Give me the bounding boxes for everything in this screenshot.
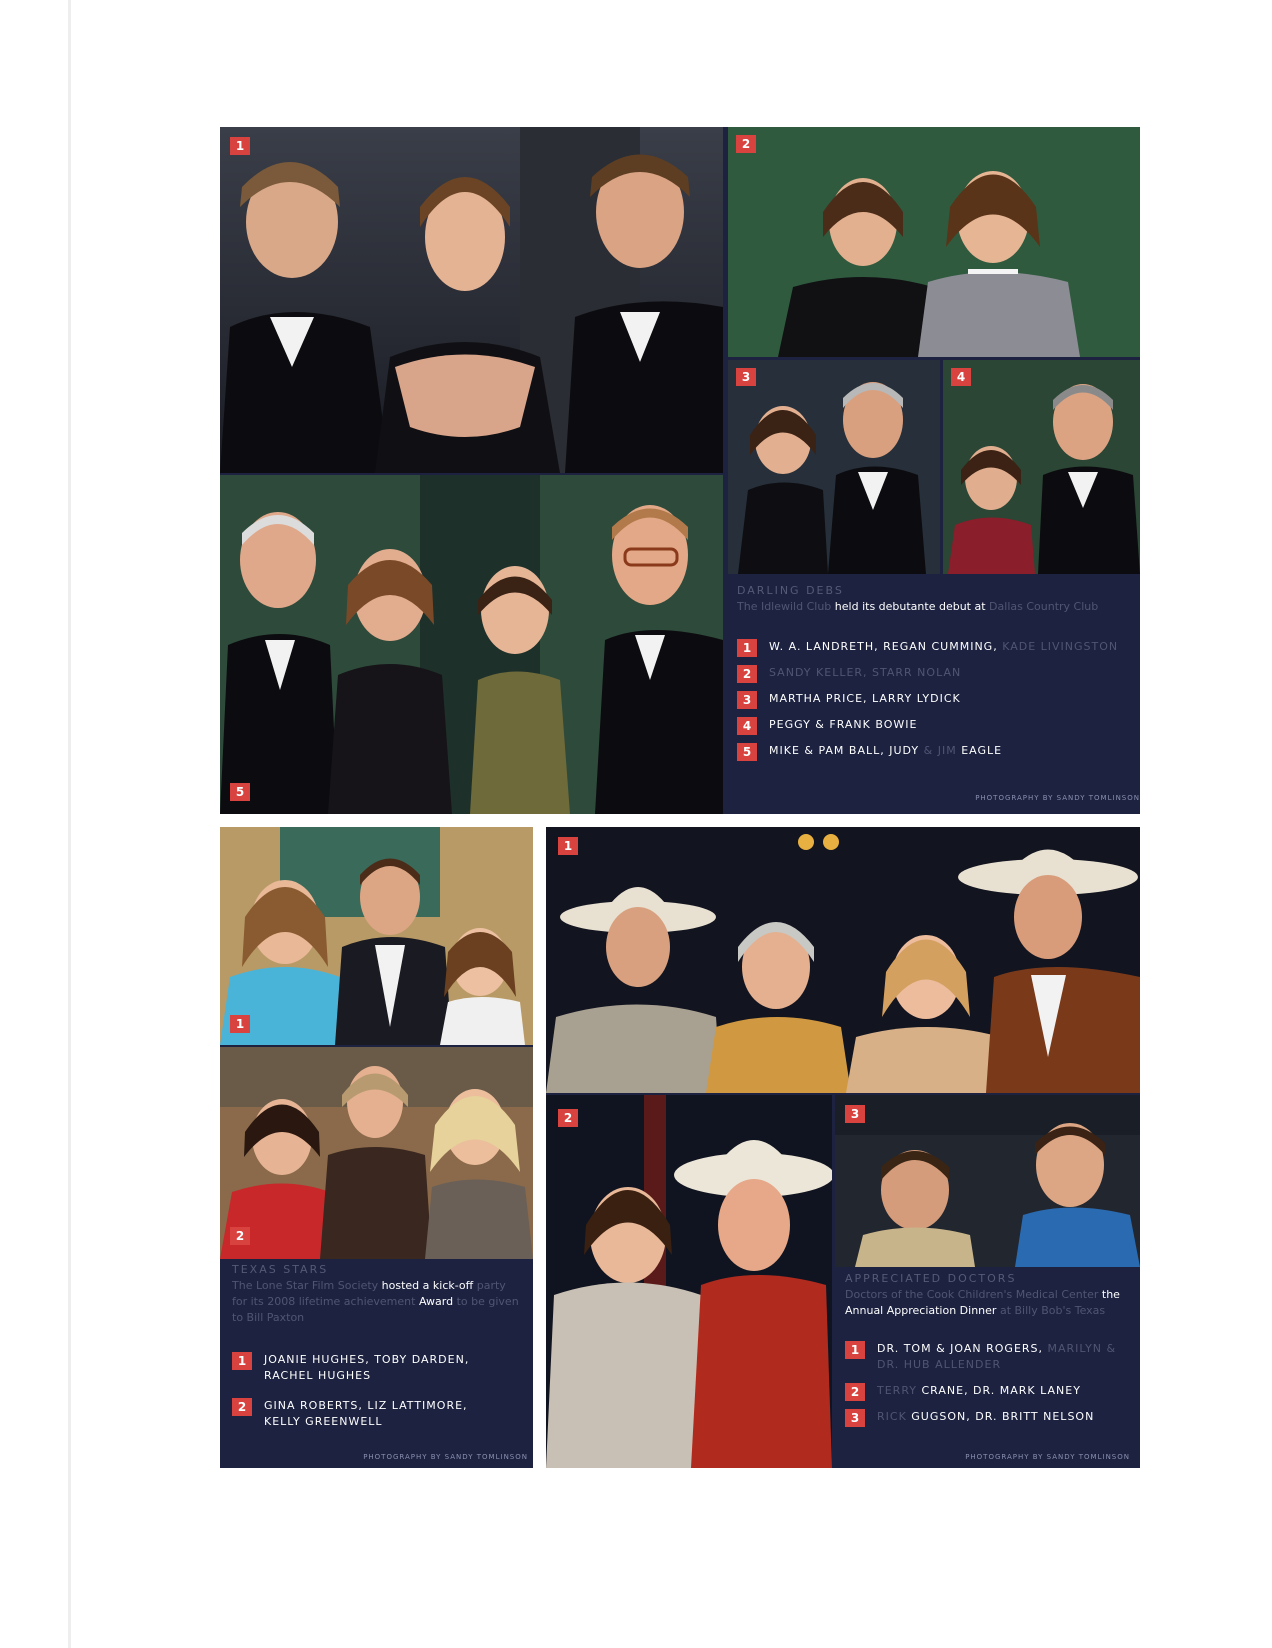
right-photo-2	[546, 1095, 832, 1468]
left-photo-1	[220, 827, 533, 1045]
caption-number-badge: 1	[232, 1352, 252, 1370]
caption-item	[737, 717, 1129, 735]
names-text: W. A. LANDRETH, REGAN CUMMING,	[769, 640, 998, 653]
caption-intro-faint: The Idlewild Club	[737, 600, 832, 613]
caption-item	[737, 743, 1129, 761]
top-photo-3	[728, 360, 940, 574]
names-text: GUGSON, DR. BRITT NELSON	[911, 1410, 1095, 1423]
caption-title: APPRECIATED DOCTORS	[845, 1272, 1017, 1285]
names-faint-text: & JIM	[923, 744, 957, 757]
caption-item	[232, 1352, 523, 1384]
photo-four-western-guests-icon	[546, 827, 1140, 1093]
caption-number-badge: 3	[737, 691, 757, 709]
photo-three-formal-guests-icon	[220, 127, 723, 473]
photo-number-badge: 1	[230, 137, 250, 155]
caption-number-badge: 5	[737, 743, 757, 761]
names-faint-text: SANDY KELLER, STARR NOLAN	[769, 666, 962, 679]
caption-intro-tail: to be given to Bill Paxton	[232, 1295, 519, 1324]
caption-number-badge: 2	[845, 1383, 865, 1401]
caption-number-badge: 3	[845, 1409, 865, 1427]
caption-number-badge: 1	[845, 1341, 865, 1359]
caption-names	[877, 1341, 1117, 1373]
top-photo-2	[728, 127, 1140, 357]
photo-couple-icon	[728, 360, 940, 574]
caption-intro-tail: Dallas Country Club	[989, 600, 1099, 613]
caption-intro	[845, 1287, 1130, 1319]
top-caption	[737, 584, 1129, 769]
right-photo-3	[835, 1095, 1140, 1267]
photo-number-badge: 1	[230, 1015, 250, 1033]
caption-item	[737, 639, 1129, 657]
right-caption	[845, 1272, 1130, 1435]
caption-list	[845, 1341, 1130, 1427]
photo-number-badge: 3	[845, 1105, 865, 1123]
caption-intro-main-2: Award	[418, 1295, 454, 1308]
caption-title: DARLING DEBS	[737, 584, 844, 597]
names-text: DR. TOM & JOAN ROGERS,	[877, 1342, 1044, 1355]
photo-credit: PHOTOGRAPHY BY SANDY TOMLINSON	[975, 794, 1140, 802]
caption-intro-main: the Annual Appreciation Dinner	[845, 1288, 1120, 1317]
left-caption	[232, 1263, 523, 1438]
caption-number-badge: 4	[737, 717, 757, 735]
photo-number-badge: 2	[558, 1109, 578, 1127]
caption-item	[737, 691, 1129, 709]
caption-names: JOANIE HUGHES, TOBY DARDEN, RACHEL HUGHES	[264, 1353, 470, 1382]
caption-names	[769, 665, 961, 681]
names-tail-text: EAGLE	[961, 744, 1003, 757]
caption-item	[845, 1383, 1130, 1401]
caption-intro-faint-2: party for its 2008 lifetime achievement	[232, 1279, 506, 1308]
photo-two-men-icon	[835, 1095, 1140, 1267]
caption-intro-tail: at Billy Bob's Texas	[999, 1304, 1106, 1317]
caption-item	[232, 1398, 523, 1430]
photo-number-badge: 2	[736, 135, 756, 153]
top-photo-4	[943, 360, 1140, 574]
photo-number-badge: 2	[230, 1227, 250, 1245]
caption-names	[769, 743, 1002, 759]
photo-family-three-icon	[220, 827, 533, 1045]
photo-couple-cowboy-hat-icon	[546, 1095, 832, 1468]
photo-three-women-icon	[220, 1047, 533, 1259]
right-photo-1	[546, 827, 1140, 1093]
caption-names	[877, 1383, 1081, 1399]
caption-number-badge: 2	[737, 665, 757, 683]
caption-number-badge: 1	[737, 639, 757, 657]
top-photo-1	[220, 127, 723, 473]
caption-list	[232, 1352, 523, 1430]
photo-couple-icon	[943, 360, 1140, 574]
names-faint-text: TERRY	[877, 1384, 917, 1397]
caption-names	[769, 639, 1118, 655]
caption-item	[845, 1341, 1130, 1373]
photo-number-badge: 4	[951, 368, 971, 386]
photo-number-badge: 5	[230, 783, 250, 801]
photo-credit: PHOTOGRAPHY BY SANDY TOMLINSON	[363, 1453, 528, 1461]
names-text: MIKE & PAM BALL, JUDY	[769, 744, 920, 757]
caption-number-badge: 2	[232, 1398, 252, 1416]
caption-names: GINA ROBERTS, LIZ LATTIMORE, KELLY GREENWELL	[264, 1399, 468, 1428]
top-photo-5	[220, 475, 723, 814]
caption-title: TEXAS STARS	[232, 1263, 329, 1276]
caption-intro	[737, 599, 1129, 615]
caption-item	[737, 665, 1129, 683]
binder-edge	[68, 0, 71, 1648]
caption-intro-faint: Doctors of the Cook Children's Medical Center	[845, 1288, 1099, 1301]
photo-four-guests-icon	[220, 475, 723, 814]
caption-item	[845, 1409, 1130, 1427]
photo-credit: PHOTOGRAPHY BY SANDY TOMLINSON	[965, 1453, 1130, 1461]
caption-list	[737, 639, 1129, 761]
names-faint-text: MARILYN & DR. HUB ALLENDER	[877, 1342, 1117, 1371]
caption-intro-faint: The Lone Star Film Society	[232, 1279, 379, 1292]
names-faint-text: RICK	[877, 1410, 907, 1423]
left-photo-2	[220, 1047, 533, 1259]
photo-number-badge: 1	[558, 837, 578, 855]
caption-intro	[232, 1278, 523, 1326]
photo-two-women-icon	[728, 127, 1140, 357]
names-text: CRANE, DR. MARK LANEY	[921, 1384, 1081, 1397]
names-faint-text: KADE LIVINGSTON	[1002, 640, 1119, 653]
caption-intro-main: hosted a kick-off	[381, 1279, 474, 1292]
caption-names: PEGGY & FRANK BOWIE	[769, 718, 918, 731]
caption-names: MARTHA PRICE, LARRY LYDICK	[769, 692, 961, 705]
caption-names	[877, 1409, 1094, 1425]
caption-intro-main: held its debutante debut at	[834, 600, 986, 613]
photo-number-badge: 3	[736, 368, 756, 386]
